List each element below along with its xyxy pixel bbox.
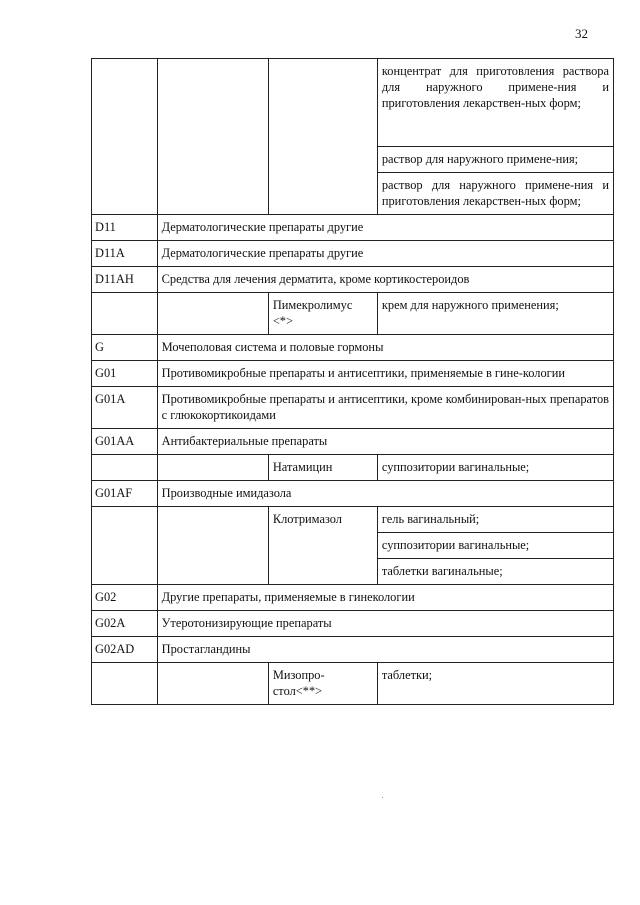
drug-name: Натамицин — [268, 455, 377, 481]
code-cell — [92, 455, 158, 481]
table-row — [92, 335, 614, 361]
code-cell — [92, 59, 158, 215]
group-name: Простагландины — [157, 637, 613, 663]
dosage-form-cell: таблетки; — [377, 663, 613, 705]
group-name: Дерматологические препараты другие — [157, 241, 613, 267]
code-cell — [92, 663, 158, 705]
atc-code: G02 — [92, 585, 158, 611]
drug-cell — [268, 59, 377, 215]
atc-code: D11A — [92, 241, 158, 267]
table-row — [92, 637, 614, 663]
table-row — [92, 481, 614, 507]
table-row — [92, 663, 614, 705]
dosage-form-cell: суппозитории вагинальные; — [377, 533, 613, 559]
table-row — [92, 59, 614, 147]
code-cell — [92, 507, 158, 585]
atc-code: G01 — [92, 361, 158, 387]
atc-code: G01AA — [92, 429, 158, 455]
table-row — [92, 215, 614, 241]
drug-name: Клотримазол — [268, 507, 377, 585]
drug-name: Пимекролимус <*> — [268, 293, 377, 335]
page-number: 32 — [575, 26, 588, 41]
empty-cell — [157, 293, 268, 335]
table-row — [92, 611, 614, 637]
group-name: Антибактериальные препараты — [157, 429, 613, 455]
group-name: Другие препараты, применяемые в гинекологии — [157, 585, 613, 611]
empty-cell — [157, 507, 268, 585]
code-cell — [92, 293, 158, 335]
empty-cell — [157, 455, 268, 481]
atc-code: G02A — [92, 611, 158, 637]
table-row — [92, 267, 614, 293]
table-row — [92, 361, 614, 387]
group-name: Противомикробные препараты и антисептики, применяемые в гине-кологии — [157, 361, 613, 387]
dosage-form-cell: суппозитории вагинальные; — [377, 455, 613, 481]
atc-code: G01AF — [92, 481, 158, 507]
atc-code: G02AD — [92, 637, 158, 663]
atc-code: G01A — [92, 387, 158, 429]
dosage-form-cell: раствор для наружного примене-ния и приготовления лекарствен-ных форм; — [377, 173, 613, 215]
table-row — [92, 455, 614, 481]
table-row — [92, 507, 614, 533]
table-row — [92, 429, 614, 455]
atc-code: G — [92, 335, 158, 361]
atc-code: D11 — [92, 215, 158, 241]
drug-name: Мизопро-стол<**> — [268, 663, 377, 705]
dosage-form-cell: раствор для наружного примене-ния; — [377, 147, 613, 173]
dosage-form-cell: таблетки вагинальные; — [377, 559, 613, 585]
group-name: Утеротонизирующие препараты — [157, 611, 613, 637]
dosage-form-cell: крем для наружного применения; — [377, 293, 613, 335]
drug-classification-table — [91, 58, 614, 705]
empty-cell — [157, 663, 268, 705]
group-name: Производные имидазола — [157, 481, 613, 507]
group-name: Дерматологические препараты другие — [157, 215, 613, 241]
atc-code: D11AH — [92, 267, 158, 293]
table-row — [92, 293, 614, 335]
table-row — [92, 585, 614, 611]
table-row — [92, 387, 614, 429]
table-row — [92, 241, 614, 267]
dosage-form-cell: гель вагинальный; — [377, 507, 613, 533]
group-name: Противомикробные препараты и антисептики, кроме комбинирован-ных препаратов с глюкокортикоидами — [157, 387, 613, 429]
group-name: Мочеполовая система и половые гормоны — [157, 335, 613, 361]
scan-speck — [382, 797, 383, 798]
empty-cell — [157, 59, 268, 215]
group-name: Средства для лечения дерматита, кроме кортикостероидов — [157, 267, 613, 293]
dosage-form-cell: концентрат для приготовления раствора для наружного примене-ния и приготовления лекарствен-ных форм; — [377, 59, 613, 147]
